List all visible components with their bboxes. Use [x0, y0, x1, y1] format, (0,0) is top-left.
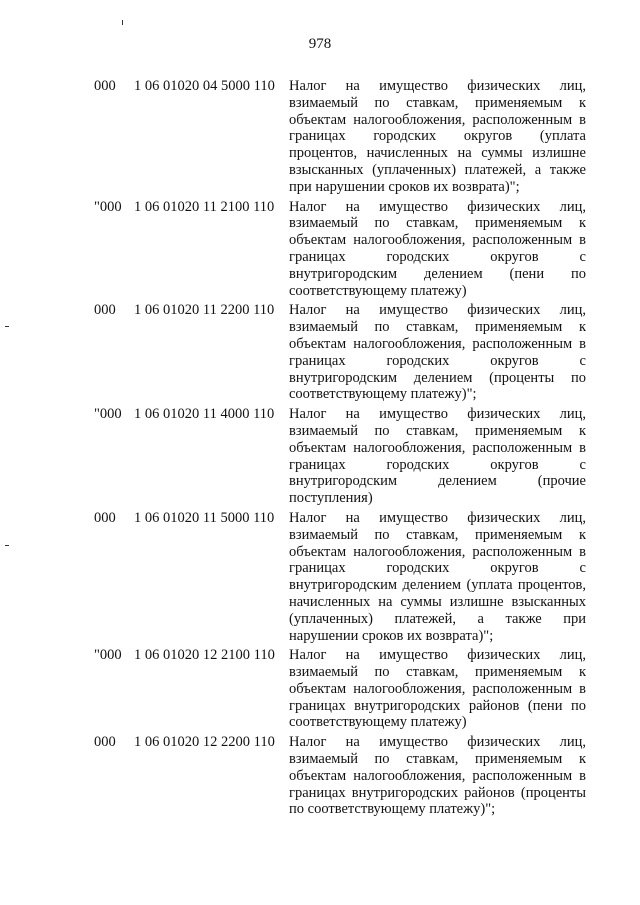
entry-description	[289, 510, 586, 644]
page-number: 978	[308, 36, 332, 52]
description-line: (уплаченных) платежей, а также при	[289, 610, 586, 627]
description-line: границах городских округов с	[289, 560, 586, 577]
description-line: при нарушении сроков их возврата)";	[289, 178, 520, 195]
description-line: объектам налогообложения, расположенным в	[289, 767, 586, 784]
classification-entry	[0, 406, 640, 507]
admin-code: "000	[94, 198, 122, 215]
description-line: внутригородским делением (пени по	[289, 265, 586, 282]
classification-entry	[0, 78, 640, 196]
scan-mark-top	[122, 20, 123, 25]
description-line: взимаемый по ставкам, применяемым к	[289, 526, 586, 543]
description-line: взимаемый по ставкам, применяемым к	[289, 664, 586, 681]
budget-classification-code: 1 06 01020 04 5000 110	[134, 78, 275, 94]
entry-description	[289, 734, 586, 818]
classification-entry	[0, 199, 640, 300]
description-line: поступления)	[289, 490, 373, 507]
description-line: внутригородским делением (проценты по	[289, 369, 586, 386]
description-line: соответствующему платежу)	[289, 282, 467, 299]
description-line: границах городских округов с	[289, 456, 586, 473]
admin-code: 000	[94, 78, 116, 94]
description-line: внутригородским делением (уплата процентов,	[289, 577, 586, 594]
entry-description	[289, 199, 586, 300]
description-line: Налог на имущество физических лиц,	[289, 734, 586, 751]
description-line: границах городских округов (уплата	[289, 128, 586, 145]
description-line: взимаемый по ставкам, применяемым к	[289, 422, 586, 439]
description-line: соответствующему платежу)";	[289, 386, 477, 403]
description-line: процентов, начисленных на суммы излишне	[289, 145, 586, 162]
description-line: границах городских округов с	[289, 248, 586, 265]
admin-code: "000	[94, 647, 122, 664]
entries-list	[0, 78, 640, 818]
description-line: объектам налогообложения, расположенным в	[289, 680, 586, 697]
description-line: границах внутригородских районов (проценты	[289, 784, 586, 801]
budget-classification-code: 1 06 01020 11 5000 110	[134, 509, 275, 526]
description-line: объектам налогообложения, расположенным в	[289, 335, 586, 352]
classification-entry	[0, 734, 640, 818]
entry-description	[289, 78, 586, 196]
description-line: Налог на имущество физических лиц,	[289, 198, 586, 215]
budget-classification-code: 1 06 01020 11 2200 110	[134, 302, 275, 319]
budget-classification-code: 1 06 01020 12 2200 110	[134, 734, 275, 751]
description-line: взимаемый по ставкам, применяемым к	[289, 751, 586, 768]
classification-entry	[0, 510, 640, 644]
description-line: соответствующему платежу)	[289, 714, 467, 731]
entry-description	[289, 647, 586, 731]
entry-description	[289, 302, 586, 403]
description-line: нарушении сроков их возврата)";	[289, 627, 494, 644]
entry-description	[289, 406, 586, 507]
description-line: Налог на имущество физических лиц,	[289, 509, 586, 526]
description-line: взимаемый по ставкам, применяемым к	[289, 215, 586, 232]
description-line: взимаемый по ставкам, применяемым к	[289, 319, 586, 336]
admin-code: 000	[94, 302, 116, 319]
description-line: границах городских округов с	[289, 352, 586, 369]
description-line: объектам налогообложения, расположенным в	[289, 111, 586, 128]
description-line: объектам налогообложения, расположенным в	[289, 439, 586, 456]
description-line: внутригородским делением (прочие	[289, 473, 586, 490]
budget-classification-code: 1 06 01020 12 2100 110	[134, 647, 275, 664]
classification-entry	[0, 302, 640, 403]
admin-code: "000	[94, 406, 122, 423]
description-line: Налог на имущество физических лиц,	[289, 302, 586, 319]
budget-classification-code: 1 06 01020 11 4000 110	[134, 406, 275, 423]
description-line: по соответствующему платежу)";	[289, 801, 496, 818]
description-line: начисленных на суммы излишне взысканных	[289, 593, 586, 610]
description-line: объектам налогообложения, расположенным в	[289, 232, 586, 249]
classification-entry	[0, 647, 640, 731]
description-line: Налог на имущество физических лиц,	[289, 78, 586, 94]
description-line: границах внутригородских районов (пени по	[289, 697, 586, 714]
description-line: объектам налогообложения, расположенным в	[289, 543, 586, 560]
admin-code: 000	[94, 509, 116, 526]
description-line: Налог на имущество физических лиц,	[289, 406, 586, 423]
budget-classification-code: 1 06 01020 11 2100 110	[134, 198, 275, 215]
admin-code: 000	[94, 734, 116, 751]
description-line: взимаемый по ставкам, применяемым к	[289, 94, 586, 111]
description-line: взысканных (уплаченных) платежей, а также	[289, 161, 586, 178]
description-line: Налог на имущество физических лиц,	[289, 647, 586, 664]
